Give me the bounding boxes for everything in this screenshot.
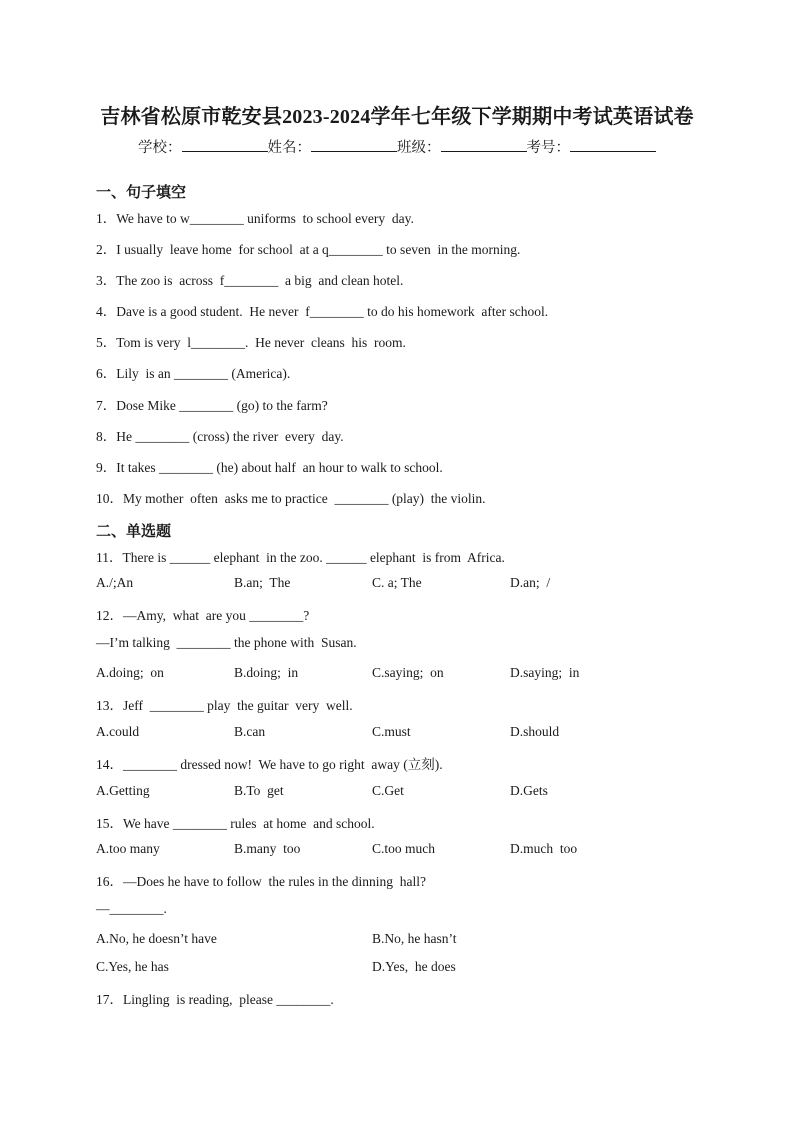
question-item: 1．We have to w________ uniforms to school every day. [96, 211, 414, 226]
option-c: C.must [372, 724, 411, 739]
question-stem: 13．Jeff ________ play the guitar very well. [96, 698, 353, 713]
option-a: A.too many [96, 841, 160, 856]
page-title: 吉林省松原市乾安县2023-2024学年七年级下学期期中考试英语试卷 [100, 106, 694, 128]
option-c: C.Get [372, 783, 404, 798]
question-item: 8．He ________ (cross) the river every day. [96, 429, 344, 444]
question-stem: 17．Lingling is reading, please ________. [96, 992, 334, 1007]
question-item: 5．Tom is very l________. He never cleans his room. [96, 335, 406, 350]
name-blank [311, 139, 397, 152]
option-d: D.Yes, he does [372, 959, 456, 974]
option-a: A.could [96, 724, 140, 739]
question-item: 7．Dose Mike ________ (go) to the farm? [96, 398, 328, 413]
exam-no-label: 考号： [526, 140, 570, 156]
option-c: C.saying; on [372, 665, 444, 680]
option-b: B.an; The [234, 575, 291, 590]
option-a: A.No, he doesn’t have [96, 931, 217, 946]
student-info-line [0, 136, 794, 157]
option-a: A./;An [96, 575, 134, 590]
exam-no-blank [570, 139, 656, 152]
option-b: B.doing; in [234, 665, 299, 680]
option-d: D.an; / [510, 575, 551, 590]
class-label: 班级： [397, 140, 441, 156]
option-b: B.No, he hasn’t [372, 931, 457, 946]
question-item: 6．Lily is an ________ (America). [96, 366, 291, 381]
question-item: 9．It takes ________ (he) about half an hour to walk to school. [96, 460, 443, 475]
question-stem-reply: —________. [96, 901, 167, 916]
question-stem-reply: —I’m talking ________ the phone with Susan. [96, 635, 357, 650]
section-heading: 二、单选题 [96, 524, 172, 540]
option-d: D.Gets [510, 783, 548, 798]
question-item: 4．Dave is a good student. He never f________ to do his homework after school. [96, 304, 549, 319]
option-a: A.doing; on [96, 665, 164, 680]
question-item: 2．I usually leave home for school at a q________ to seven in the morning. [96, 242, 521, 257]
option-b: B.can [234, 724, 266, 739]
school-blank [182, 139, 268, 152]
option-c: C. a; The [372, 575, 422, 590]
option-d: D.saying; in [510, 665, 580, 680]
school-label: 学校： [138, 140, 182, 156]
option-b: B.To get [234, 783, 284, 798]
question-stem: 14．________ dressed now! We have to go right away (立刻). [96, 757, 443, 772]
option-c: C.Yes, he has [96, 959, 169, 974]
question-item: 3．The zoo is across f________ a big and clean hotel. [96, 273, 404, 288]
option-b: B.many too [234, 841, 301, 856]
class-blank [441, 139, 527, 152]
option-c: C.too much [372, 841, 435, 856]
option-d: D.should [510, 724, 560, 739]
question-stem: 12．—Amy, what are you ________? [96, 608, 310, 623]
question-item: 10．My mother often asks me to practice ________ (play) the violin. [96, 491, 486, 506]
question-stem: 16．—Does he have to follow the rules in the dinning hall? [96, 874, 426, 889]
section-heading: 一、句子填空 [96, 185, 187, 201]
question-stem: 15．We have ________ rules at home and school. [96, 816, 375, 831]
option-a: A.Getting [96, 783, 150, 798]
option-d: D.much too [510, 841, 578, 856]
name-label: 姓名： [267, 140, 311, 156]
question-stem: 11．There is ______ elephant in the zoo. ______ elephant is from Africa. [96, 550, 505, 565]
